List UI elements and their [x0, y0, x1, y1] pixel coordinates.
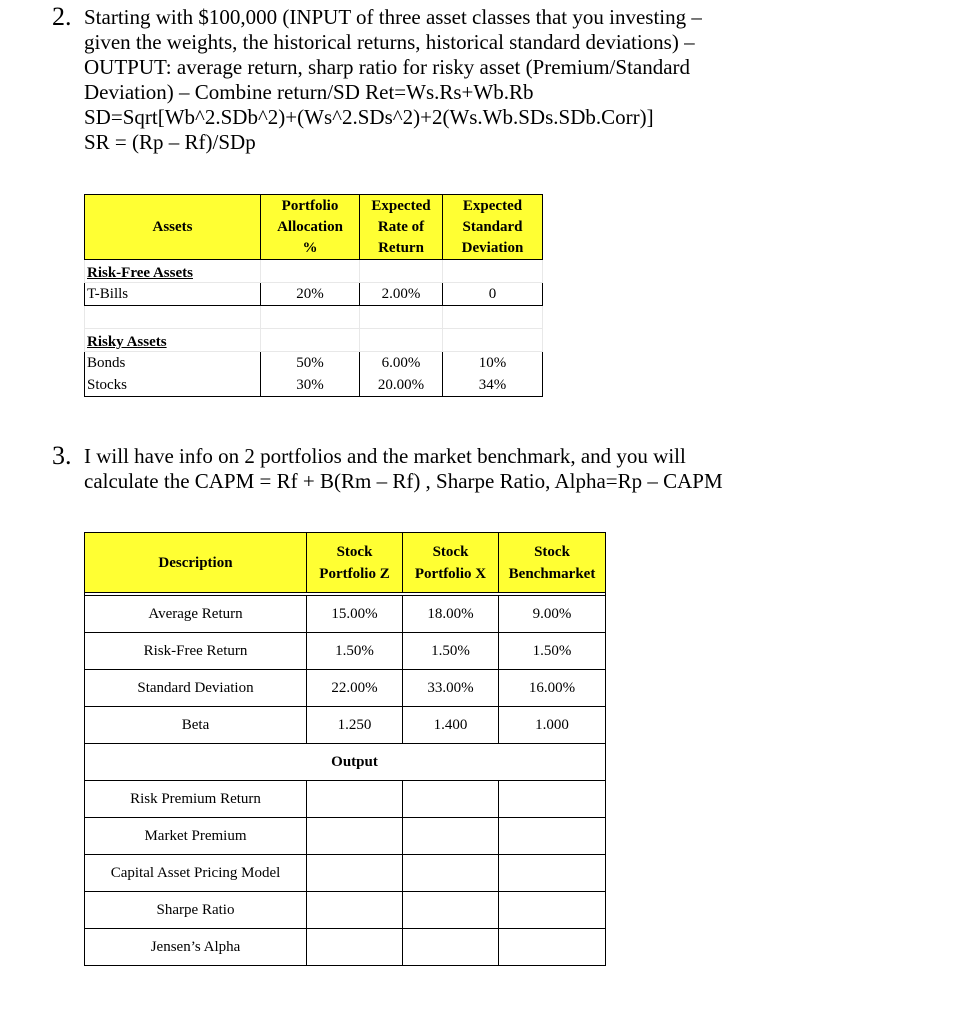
table-row: [85, 633, 606, 670]
row-label: Sharpe Ratio: [85, 892, 307, 929]
question-3-line: calculate the CAPM = Rf + B(Rm – Rf) , Sharpe Ratio, Alpha=Rp – CAPM: [84, 469, 723, 493]
table-row: [85, 818, 606, 855]
header-expected-return: Expected Rate of Return: [360, 195, 443, 260]
sd-cell: 0: [443, 283, 543, 306]
question-3-text: [84, 444, 723, 494]
input-cell-x[interactable]: [403, 929, 499, 966]
asset-allocation-table: [84, 194, 543, 397]
allocation-cell: 50%: [261, 352, 360, 375]
input-cell-z[interactable]: [307, 781, 403, 818]
question-2-line: SR = (Rp – Rf)/SDp: [84, 130, 256, 154]
input-cell-benchmark[interactable]: [499, 818, 606, 855]
question-2-line: Deviation) – Combine return/SD Ret=Ws.Rs+Wb.Rb: [84, 80, 534, 104]
sd-cell: 10%: [443, 352, 543, 375]
question-3-number: 3.: [52, 441, 72, 470]
row-label: Jensen’s Alpha: [85, 929, 307, 966]
cell-x: 18.00%: [403, 596, 499, 633]
row-label: Capital Asset Pricing Model: [85, 855, 307, 892]
cell-benchmark: 16.00%: [499, 670, 606, 707]
capm-table: [84, 532, 606, 966]
table-header-row: [85, 533, 606, 593]
question-2-line: SD=Sqrt[Wb^2.SDb^2)+(Ws^2.SDs^2)+2(Ws.Wb.SDs.SDb.Corr)]: [84, 105, 654, 129]
input-cell-x[interactable]: [403, 781, 499, 818]
asset-name: T-Bills: [85, 283, 261, 306]
question-2-line: Starting with $100,000 (INPUT of three asset classes that you investing –: [84, 5, 702, 29]
row-label: Risk Premium Return: [85, 781, 307, 818]
row-label: Average Return: [85, 596, 307, 633]
section-row: [85, 329, 543, 352]
allocation-cell: 30%: [261, 374, 360, 397]
table-row: [85, 929, 606, 966]
input-cell-benchmark[interactable]: [499, 929, 606, 966]
question-2-line: given the weights, the historical returns, historical standard deviations) –: [84, 30, 695, 54]
header-portfolio-z: Stock Portfolio Z: [307, 533, 403, 593]
asset-name: Stocks: [85, 374, 261, 397]
risk-free-section-title: Risk-Free Assets: [85, 260, 261, 283]
return-cell: 6.00%: [360, 352, 443, 375]
cell-z: 1.250: [307, 707, 403, 744]
table-row: [85, 374, 543, 397]
cell-x: 1.400: [403, 707, 499, 744]
table-row: [85, 283, 543, 306]
cell-x: 1.50%: [403, 633, 499, 670]
header-portfolio-x: Stock Portfolio X: [403, 533, 499, 593]
question-3-line: I will have info on 2 portfolios and the market benchmark, and you will: [84, 444, 686, 468]
cell-x: 33.00%: [403, 670, 499, 707]
input-cell-benchmark[interactable]: [499, 855, 606, 892]
input-cell-z[interactable]: [307, 892, 403, 929]
table-row: [85, 670, 606, 707]
header-portfolio-allocation: Portfolio Allocation %: [261, 195, 360, 260]
table-row: [85, 855, 606, 892]
row-label: Standard Deviation: [85, 670, 307, 707]
input-cell-z[interactable]: [307, 818, 403, 855]
cell-benchmark: 1.000: [499, 707, 606, 744]
input-cell-z[interactable]: [307, 855, 403, 892]
cell-z: 22.00%: [307, 670, 403, 707]
header-expected-sd: Expected Standard Deviation: [443, 195, 543, 260]
question-2-text: [84, 5, 702, 155]
return-cell: 2.00%: [360, 283, 443, 306]
input-cell-x[interactable]: [403, 855, 499, 892]
sd-cell: 34%: [443, 374, 543, 397]
cell-benchmark: 9.00%: [499, 596, 606, 633]
table-row: [85, 596, 606, 633]
cell-z: 1.50%: [307, 633, 403, 670]
output-label: Output: [307, 744, 403, 781]
input-cell-z[interactable]: [307, 929, 403, 966]
row-label: Beta: [85, 707, 307, 744]
row-label: Risk-Free Return: [85, 633, 307, 670]
table-row: [85, 707, 606, 744]
header-description: Description: [85, 533, 307, 593]
table-row: [85, 352, 543, 375]
cell-benchmark: 1.50%: [499, 633, 606, 670]
table-row: [85, 892, 606, 929]
risky-section-title: Risky Assets: [85, 329, 261, 352]
input-cell-x[interactable]: [403, 818, 499, 855]
table-row: [85, 781, 606, 818]
asset-name: Bonds: [85, 352, 261, 375]
input-cell-benchmark[interactable]: [499, 781, 606, 818]
input-cell-benchmark[interactable]: [499, 892, 606, 929]
header-assets: Assets: [85, 195, 261, 260]
return-cell: 20.00%: [360, 374, 443, 397]
cell-z: 15.00%: [307, 596, 403, 633]
output-header-row: [85, 744, 606, 781]
header-benchmark: Stock Benchmarket: [499, 533, 606, 593]
table-header-row: [85, 195, 543, 260]
section-row: [85, 260, 543, 283]
question-2-number: 2.: [52, 2, 72, 31]
question-2-line: OUTPUT: average return, sharp ratio for risky asset (Premium/Standard: [84, 55, 691, 79]
row-label: Market Premium: [85, 818, 307, 855]
allocation-cell: 20%: [261, 283, 360, 306]
input-cell-x[interactable]: [403, 892, 499, 929]
